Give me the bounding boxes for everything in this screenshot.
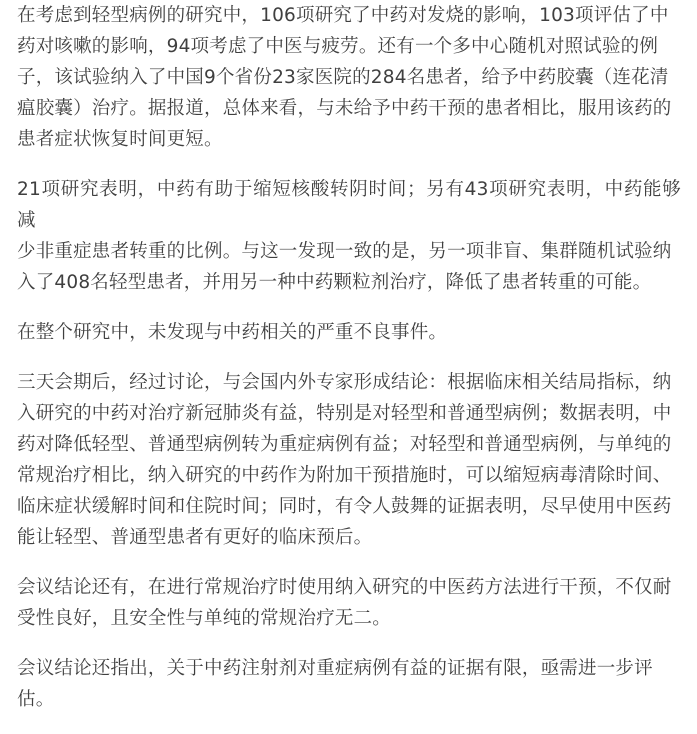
paragraph-line: 三天会期后，经过讨论，与会国内外专家形成结论：根据临床相关结局指标，纳 bbox=[17, 372, 672, 393]
paragraph-line: 在考虑到轻型病例的研究中，106项研究了中药对发烧的影响，103项评估了中 bbox=[17, 5, 669, 26]
paragraph-line: 药对咳嗽的影响，94项考虑了中医与疲劳。还有一个多中心随机对照试验的例 bbox=[17, 36, 659, 57]
paragraph-line: 会议结论还有，在进行常规治疗时使用纳入研究的中医药方法进行干预，不仅耐 bbox=[17, 577, 672, 598]
paragraph-line: 患者症状恢复时间更短。 bbox=[17, 129, 223, 150]
paragraph-line: 常规治疗相比，纳入研究的中药作为附加干预措施时，可以缩短病毒清除时间、 bbox=[17, 465, 672, 486]
paragraph-nucleic-acid bbox=[17, 174, 681, 298]
paragraph-line: 入研究的中药对治疗新冠肺炎有益，特别是对轻型和普通型病例；数据表明，中 bbox=[17, 403, 672, 424]
paragraph-light-cases bbox=[17, 0, 681, 155]
paragraph-line: 瘟胶囊）治疗。据报道，总体来看，与未给予中药干预的患者相比，服用该药的 bbox=[17, 98, 672, 119]
paragraph-line: 能让轻型、普通型患者有更好的临床预后。 bbox=[17, 527, 373, 548]
paragraph-line: 21项研究表明，中药有助于缩短核酸转阴时间；另有43项研究表明，中药能够减 bbox=[17, 179, 681, 231]
paragraph-line: 估。 bbox=[17, 689, 55, 710]
paragraph-line: 受性良好，且安全性与单纯的常规治疗无二。 bbox=[17, 608, 392, 629]
paragraph-line: 子，该试验纳入了中国9个省份23家医院的284名患者，给予中药胶囊（连花清 bbox=[17, 67, 669, 88]
paragraph-conclusion bbox=[17, 367, 681, 553]
paragraph-adverse-events bbox=[17, 317, 681, 348]
paragraph-line: 药对降低轻型、普通型病例转为重症病例有益；对轻型和普通型病例，与单纯的 bbox=[17, 434, 672, 455]
paragraph-line: 会议结论还指出，关于中药注射剂对重症病例有益的证据有限，亟需进一步评 bbox=[17, 658, 653, 679]
paragraph-line: 少非重症患者转重的比例。与这一发现一致的是，另一项非盲、集群随机试验纳 bbox=[17, 241, 672, 262]
paragraph-line: 入了408名轻型患者，并用另一种中药颗粒剂治疗，降低了患者转重的可能。 bbox=[17, 272, 652, 293]
paragraph-line: 临床症状缓解时间和住院时间；同时，有令人鼓舞的证据表明，尽早使用中医药 bbox=[17, 496, 672, 517]
paragraph-injection bbox=[17, 653, 681, 715]
paragraph-tolerance bbox=[17, 572, 681, 634]
article-body bbox=[17, 0, 681, 734]
paragraph-line: 在整个研究中，未发现与中药相关的严重不良事件。 bbox=[17, 322, 448, 343]
